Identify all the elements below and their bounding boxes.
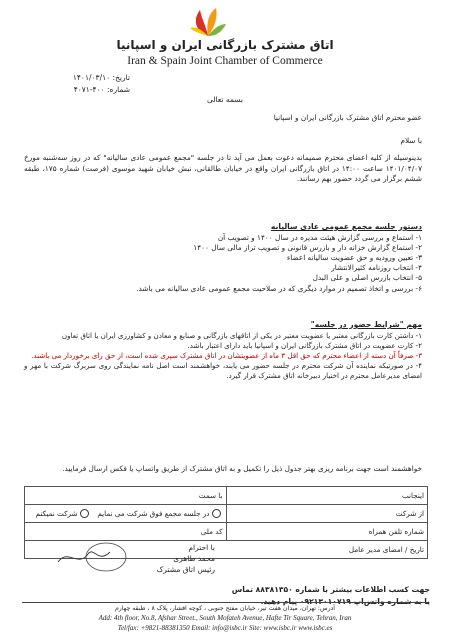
letter-meta [20, 72, 130, 96]
agenda-heading: دستور جلسه مجمع عمومی عادی سالیانه [270, 222, 422, 231]
contact-info: جهت کسب اطلاعات بیشتر با شماره ۸۸۳۸۱۳۵۰ تماس یا به شماره واتس‌اپ ۰۹۲۱۳۰۱۰۷۱۹ پیام دهید. [231, 585, 430, 606]
condition-item: ۴- در صورتیکه نماینده آن شرکت محترم در جلسه حضور می یابند، خواهشمند است اصل نامه نمایندگی روی سربرگ شرکت با مهر و امضای مدیرعامل محترم در اختیار دبیرخانه اتاق مشترک قرار گیرد. [24, 360, 422, 380]
request-paragraph: خواهشمند است جهت برنامه ریزی بهتر جدول ذیل را تکمیل و به اتاق مشترک از طریق واتساپ یا فکس ارسال فرمایید. [62, 464, 422, 473]
date-line: تاریخ: ۱۴۰۱/۰۳/۱۰ [72, 73, 130, 82]
footer-contact-en: Tel/fax: +9821-88381350 Email: info@isbc.ir Site: www.isbc.ir www.isbc.es [117, 624, 333, 632]
intro-paragraph: بدینوسیله از کلیه اعضای محترم صمیمانه دعوت بعمل می آید تا در جلسه "مجمع عمومی عادی سالیانه" که در روز سه‌شنبه مورخ ۱۴۰۱/۰۴/۰۷ ساعت ۱۴:۰۰ در اتاق بازرگانی ایران واقع در خیابان طالقانی، نبش خیابان شهید موسوی (فرصت) شماره ۱۷۵، طبقه ششم برگزار می گردد حضور بهم رسانند. [24, 153, 422, 183]
conditions-section [24, 320, 422, 381]
conditions-heading: مهم "شرایط حضور در جلسه" [310, 320, 422, 329]
chamber-title-en: Iran & Spain Joint Chamber of Commerce [127, 55, 323, 67]
agenda-item: ۴- انتخاب روزنامه کثیرالانتشار [331, 263, 422, 273]
recipient: عضو محترم اتاق مشترک بازرگانی ایران و اسپانیا [273, 113, 422, 122]
chamber-logo-icon [188, 6, 228, 40]
agenda-section [24, 222, 422, 294]
form-row [25, 487, 428, 505]
mobile-field[interactable]: شماره تلفن همراه [226, 523, 428, 541]
signer-name: محمد طاهری [173, 554, 215, 563]
chamber-title-fa: اتاق مشترک بازرگانی ایران و اسپانیا [116, 38, 334, 52]
attend-radio[interactable] [212, 509, 221, 518]
number-line: شماره: ۴۰۰-۴۰۷۱ [73, 85, 130, 94]
signer-role: رئیس اتاق مشترک [156, 565, 215, 574]
position-field[interactable]: با سمت [25, 487, 227, 505]
agenda-item: ۳- تعیین ورودیه و حق عضویت سالیانه اعضاء [286, 252, 422, 262]
condition-item: ۳- صرفاً آن دسته از اعضاء محترم که حق اقل ۳ ماه از عضویتشان در اتاق مشترک سپری شده است، از حق رای برخوردار می باشند. [31, 350, 422, 360]
agenda-item: ۲- استماع گزارش خزانه دار و بازرس قانونی و تصویب تراز مالی سال ۱۴۰۰ [193, 242, 422, 252]
agenda-item: ۱- استماع و بررسی گزارش هیئت مدیره در سال ۱۴۰۰ و تصویب آن [217, 232, 422, 242]
date-signature-field[interactable]: تاریخ / امضای مدیر عامل [25, 541, 428, 559]
national-id-field[interactable]: کد ملی [25, 523, 227, 541]
condition-item: ۱- داشتن کارت بازرگانی معتبر یا عضویت معتبر در یکی از اتاقهای بازرگانی و صنایع و معادن و کشاورزی ایران یا اتاق تعاون [61, 330, 422, 340]
agenda-list [24, 233, 422, 294]
footer-address-en: Add: 4th floor, No.8, Afshar Street., South Mofateh Avenue, Hafte Tir Square, Tehran, Iran [98, 614, 352, 622]
form-row [25, 523, 428, 541]
footer-address-fa: آدرس: تهران، میدان هفت تیر، خیابان مفتح جنوبی ، کوچه افشار، پلاک ۸ ، طبقه چهارم [114, 605, 336, 612]
signature-block: با احترام محمد طاهری رئیس اتاق مشترک [135, 542, 215, 575]
not-attend-radio[interactable] [80, 509, 89, 518]
form-row [25, 505, 428, 523]
agenda-item: ۶- بررسی و اتخاذ تصمیم در موارد دیگری که در صلاحیت مجمع عمومی عادی سالیانه می باشد. [136, 283, 422, 293]
name-field[interactable]: اینجانب [226, 487, 428, 505]
footer-divider [22, 602, 428, 603]
signature-stamp-icon [48, 540, 128, 574]
company-field[interactable]: از شرکت [226, 505, 428, 523]
bismillah: بسمه تعالی [206, 95, 244, 104]
attendance-options: در جلسه مجمع فوق شرکت می نمایم شرکت نمیکنم [25, 505, 227, 523]
greeting: با سلام [400, 136, 422, 145]
agenda-item: ۵- انتخاب بازرس اصلی و علی البدل [312, 273, 422, 283]
condition-item: ۲- کارت عضویت در اتاق مشترک بازرگانی ایران و اسپانیا باید دارای اعتبار باشد. [187, 340, 422, 350]
